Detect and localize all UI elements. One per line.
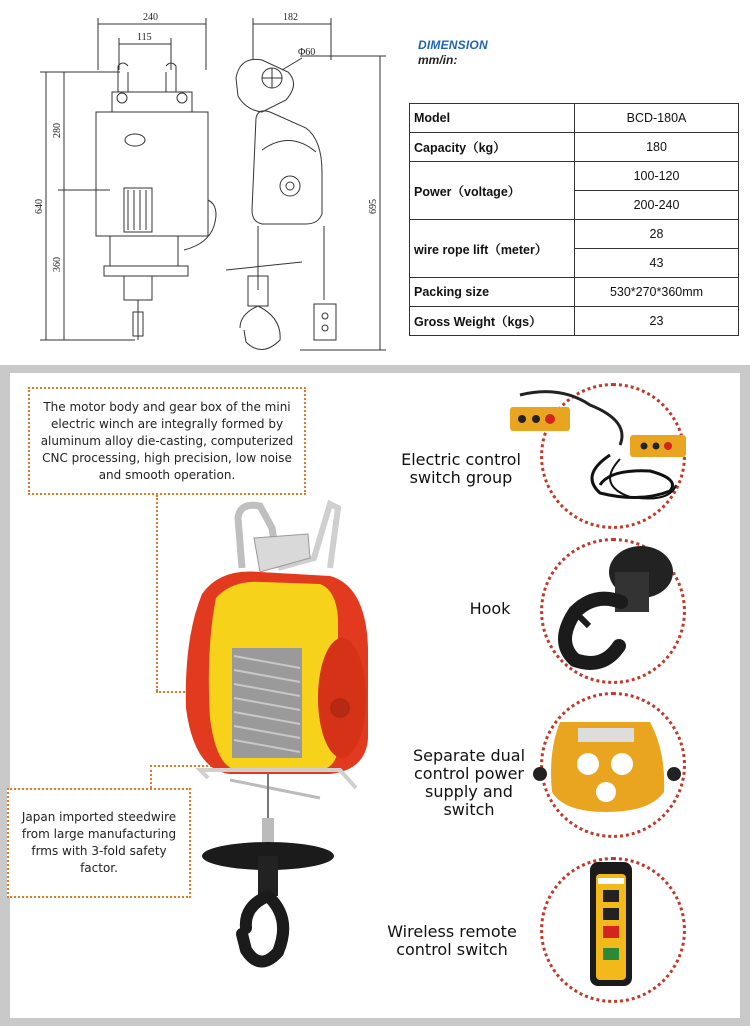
spec-value: 23 xyxy=(575,307,739,336)
top-section xyxy=(0,0,750,365)
spec-value: 200-240 xyxy=(575,191,739,220)
hook-icon xyxy=(545,542,685,672)
dim-360: 360 xyxy=(52,257,63,272)
table-row xyxy=(410,307,739,336)
steedwire-callout-text: Japan imported steedwire from large manufacturing frms with 3-fold safety factor. xyxy=(21,810,177,875)
dimension-unit: mm/in: xyxy=(418,53,458,67)
feature-label-hook: Hook xyxy=(469,599,511,618)
control-cable-icon xyxy=(500,385,690,515)
winch-icon xyxy=(180,498,380,978)
table-row xyxy=(410,278,739,307)
table-row xyxy=(410,133,739,162)
remote-icon xyxy=(588,860,634,988)
spec-table xyxy=(409,103,739,336)
feature-label-dual-control: Separate dual control power supply and switch xyxy=(412,746,526,819)
steedwire-callout xyxy=(7,788,191,898)
dimension-drawing xyxy=(0,0,400,365)
spec-label: Power（voltage） xyxy=(410,162,575,220)
feature-label-control-switch: Electric control switch group xyxy=(401,450,521,487)
table-row xyxy=(410,104,739,133)
spec-label: Capacity（kg） xyxy=(410,133,575,162)
table-row xyxy=(410,220,739,249)
spec-value: 180 xyxy=(575,133,739,162)
spec-label: Packing size xyxy=(410,278,575,307)
spec-value: 100-120 xyxy=(575,162,739,191)
spec-label: Model xyxy=(410,104,575,133)
dim-280: 280 xyxy=(52,123,63,138)
spec-label: wire rope lift（meter） xyxy=(410,220,575,278)
dimension-title: DIMENSION xyxy=(418,38,488,52)
motor-callout xyxy=(28,387,306,495)
spec-value: 43 xyxy=(575,249,739,278)
dim-640: 640 xyxy=(34,199,45,214)
dim-240: 240 xyxy=(143,12,158,23)
dim-115: 115 xyxy=(137,32,152,43)
spec-value: 28 xyxy=(575,220,739,249)
spec-value: 530*270*360mm xyxy=(575,278,739,307)
table-row xyxy=(410,162,739,191)
spec-label: Gross Weight（kgs） xyxy=(410,307,575,336)
leader-line xyxy=(156,495,158,691)
spec-value: BCD-180A xyxy=(575,104,739,133)
feature-label-wireless-remote: Wireless remote control switch xyxy=(387,922,517,959)
leader-line xyxy=(150,765,152,788)
dim-695: 695 xyxy=(368,199,379,214)
cover-plate-icon xyxy=(530,712,685,822)
dim-182: 182 xyxy=(283,12,298,23)
dim-phi60: Φ60 xyxy=(298,47,316,58)
motor-callout-text: The motor body and gear box of the mini electric winch are integrally formed by aluminum alloy die-casting, computerized CNC processing, high precision, low noise and smooth operation. xyxy=(40,399,294,482)
